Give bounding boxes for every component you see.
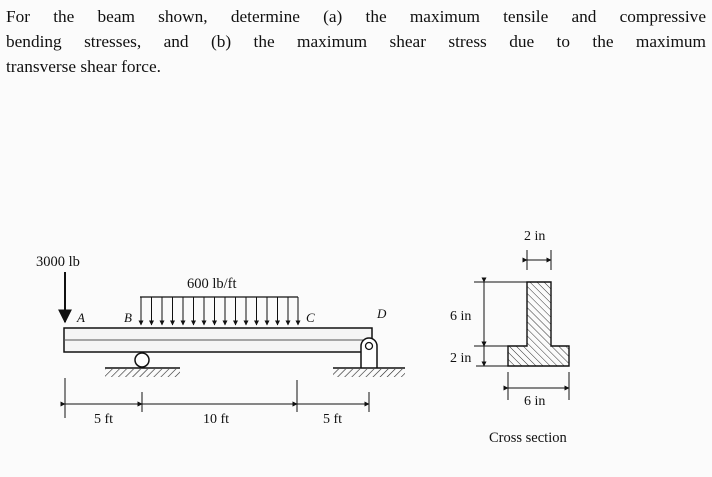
dim-web-thickness	[527, 250, 551, 270]
point-d-label: D	[377, 306, 387, 321]
point-a-label: A	[77, 310, 85, 325]
distributed-load-arrows	[141, 297, 298, 325]
roller-support-b	[105, 353, 180, 377]
distributed-load-label: 600 lb/ft	[187, 276, 237, 292]
dim-flange-thickness-label: 2 in	[450, 351, 472, 366]
problem-line-3: transverse shear force.	[6, 57, 161, 76]
dim-ab-label: 5 ft	[94, 412, 114, 427]
dim-flange-thickness	[476, 346, 508, 366]
dim-cd-label: 5 ft	[323, 412, 343, 427]
problem-line-2: bending stresses, and (b) the maximum shear stress due to the maximum	[6, 32, 706, 51]
dim-web-height-label: 6 in	[450, 309, 472, 324]
dim-bc-label: 10 ft	[203, 412, 230, 427]
dim-web-thickness-label: 2 in	[524, 229, 546, 244]
point-load-label: 3000 lb	[36, 254, 80, 270]
dim-flange-width-label: 6 in	[524, 394, 546, 409]
cross-section-caption: Cross section	[489, 430, 567, 446]
point-b-label: B	[124, 310, 132, 325]
point-c-label: C	[306, 310, 315, 325]
cross-section-shape	[508, 282, 569, 366]
dim-web-height	[474, 282, 527, 346]
problem-line-1: For the beam shown, determine (a) the maximum tensile and compressive	[6, 7, 706, 26]
